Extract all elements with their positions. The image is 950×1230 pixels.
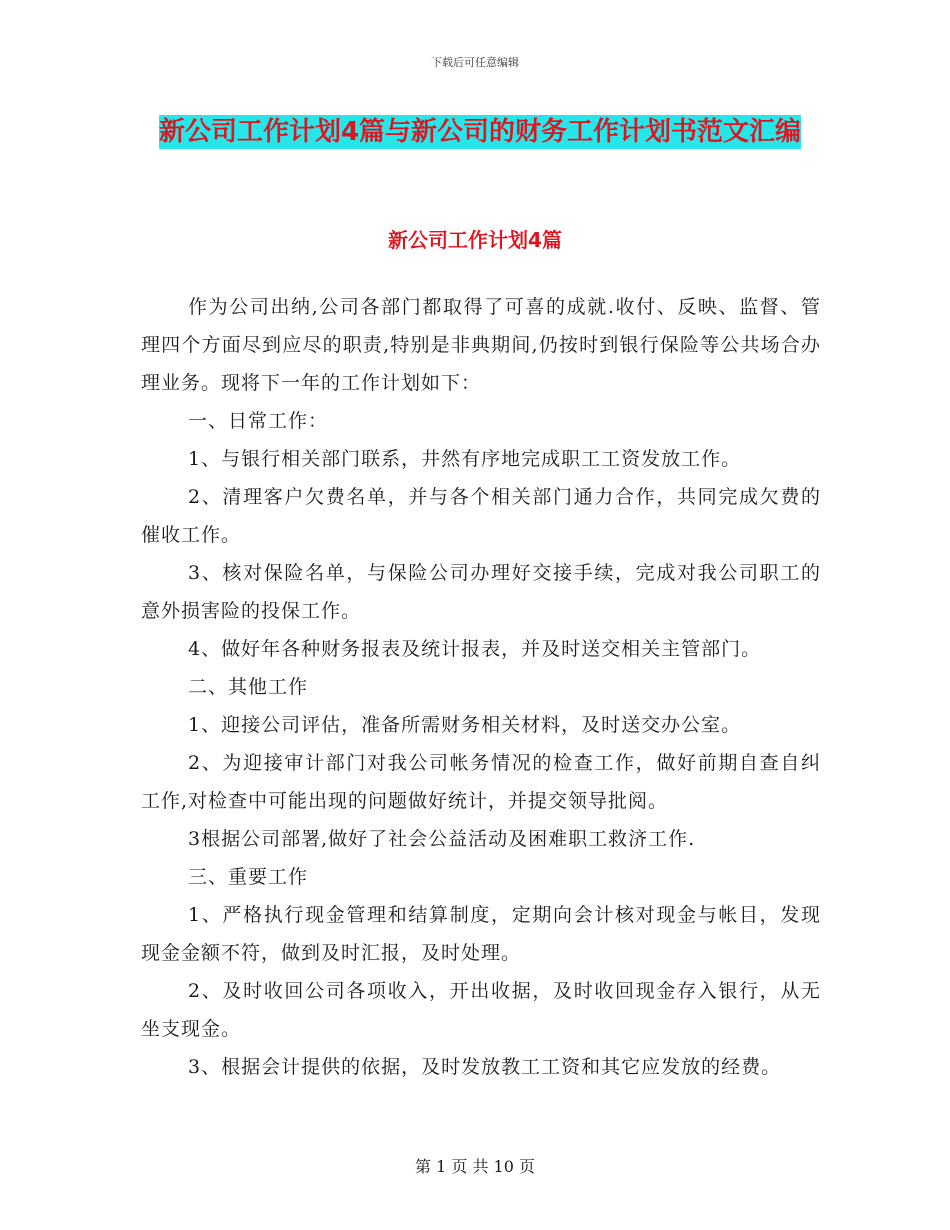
section-title: 新公司工作计划4篇 [388, 228, 562, 252]
paragraph: 3、根据会计提供的依据，及时发放教工工资和其它应发放的经费。 [188, 1056, 782, 1078]
document-title-text: 新公司工作计划4篇与新公司的财务工作计划书范文汇编 [158, 117, 802, 147]
paragraph: 1、与银行相关部门联系，井然有序地完成职工工资发放工作。 [188, 448, 742, 470]
paragraph: 一、日常工作： [188, 410, 329, 432]
document-body [141, 288, 821, 1086]
paragraph: 3、核对保险名单，与保险公司办理好交接手续，完成对我公司职工的意外损害险的投保工作。 [141, 562, 821, 622]
paragraph: 1、迎接公司评估，准备所需财务相关材料，及时送交办公室。 [188, 714, 742, 736]
paragraph: 2、及时收回公司各项收入，开出收据，及时收回现金存入银行，从无坐支现金。 [141, 980, 821, 1040]
paragraph: 3根据公司部署,做好了社会公益活动及困难职工救济工作. [188, 828, 696, 850]
paragraph: 2、清理客户欠费名单，并与各个相关部门通力合作，共同完成欠费的催收工作。 [141, 486, 821, 546]
paragraph: 作为公司出纳,公司各部门都取得了可喜的成就.收付、反映、监督、管理四个方面尽到应尽的职责,特别是非典期间,仍按时到银行保险等公共场合办理业务。现将下一年的工作计划如下： [141, 296, 821, 394]
paragraph: 三、重要工作 [188, 866, 309, 888]
paragraph: 二、其他工作 [188, 676, 309, 698]
page-footer: 第 1 页 共 10 页 [415, 1157, 535, 1176]
paragraph: 2、为迎接审计部门对我公司帐务情况的检查工作，做好前期自查自纠工作,对检查中可能出现的问题做好统计，并提交领导批阅。 [141, 752, 821, 812]
paragraph: 4、做好年各种财务报表及统计报表，并及时送交相关主管部门。 [188, 638, 762, 660]
paragraph: 1、严格执行现金管理和结算制度，定期向会计核对现金与帐目，发现现金金额不符，做到及时汇报，及时处理。 [141, 904, 821, 964]
document-title [140, 110, 820, 154]
header-note: 下载后可任意编辑 [431, 56, 519, 69]
